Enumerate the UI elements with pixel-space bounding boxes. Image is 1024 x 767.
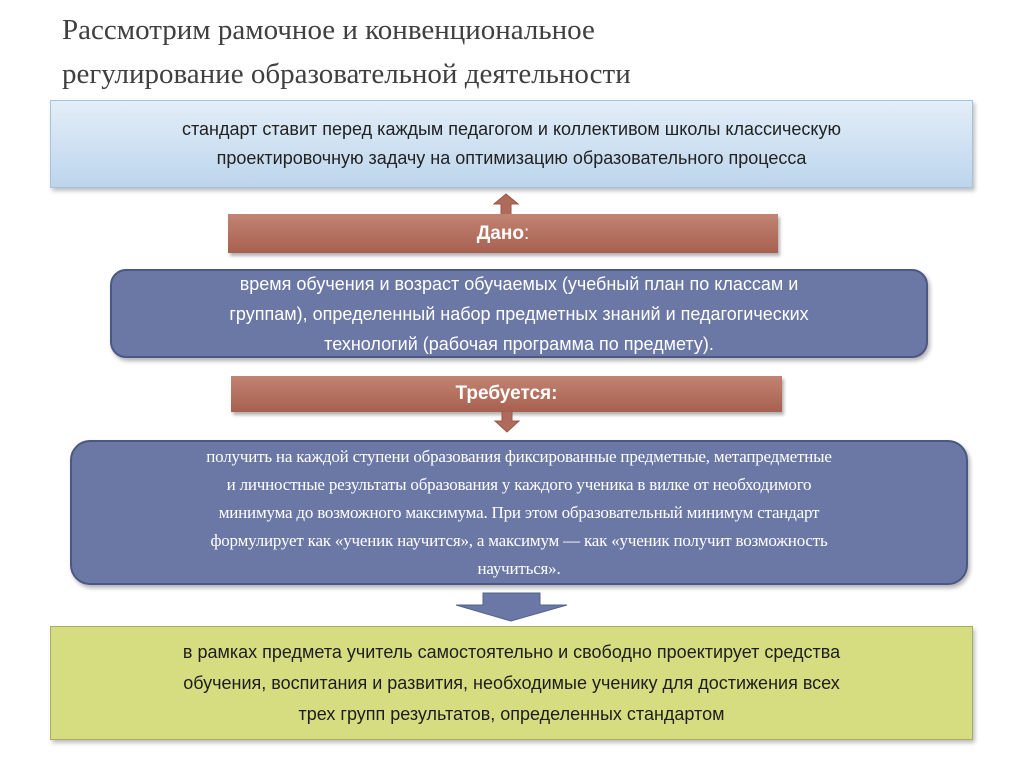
given-text-line: время обучения и возраст обучаемых (учебный план по классам и bbox=[239, 273, 799, 294]
required-text-line: получить на каждой ступени образования фиксированные предметные, метапредметные bbox=[206, 446, 832, 466]
title-line: Рассмотрим рамочное и конвенциональное bbox=[62, 14, 595, 46]
result-text-line: трех групп результатов, определенных стандартом bbox=[298, 703, 725, 724]
result-text-line: в рамках предмета учитель самостоятельно и свободно проектирует средства bbox=[182, 641, 841, 662]
result-text-line: обучения, воспитания и развития, необходимые ученику для достижения всех bbox=[183, 672, 840, 693]
slide-title bbox=[62, 8, 631, 96]
standard-text-line: проектировочную задачу на оптимизацию образовательного процесса bbox=[216, 148, 807, 168]
up-arrow-icon bbox=[493, 193, 519, 215]
required-label: Требуется: bbox=[455, 383, 558, 404]
result-box bbox=[50, 626, 973, 740]
given-text-line: технологий (рабочая программа по предмету). bbox=[324, 333, 714, 354]
required-bar bbox=[231, 376, 782, 412]
given-label: Дано bbox=[476, 222, 524, 244]
standard-text-line: стандарт ставит перед каждым педагогом и коллективом школы классическую bbox=[182, 119, 841, 139]
standard-box bbox=[50, 100, 973, 188]
required-text-line: минимума до возможного максимума. При этом образовательный минимум стандарт bbox=[218, 502, 820, 522]
title-line: регулирование образовательной деятельности bbox=[62, 58, 631, 90]
required-text-line: и личностные результаты образования у каждого ученика в вилке от необходимого bbox=[226, 474, 812, 494]
down-arrow-icon bbox=[454, 592, 569, 622]
given-bar bbox=[228, 214, 778, 253]
given-colon: : bbox=[523, 222, 530, 244]
given-text-line: группам), определенный набор предметных знаний и педагогических bbox=[229, 303, 809, 324]
down-arrow-icon bbox=[494, 411, 520, 433]
required-box bbox=[70, 440, 968, 585]
required-text-line: научиться». bbox=[477, 558, 561, 578]
given-box bbox=[110, 269, 928, 358]
required-text-line: формулирует как «ученик научится», а максимум — как «ученик получит возможность bbox=[210, 530, 828, 550]
